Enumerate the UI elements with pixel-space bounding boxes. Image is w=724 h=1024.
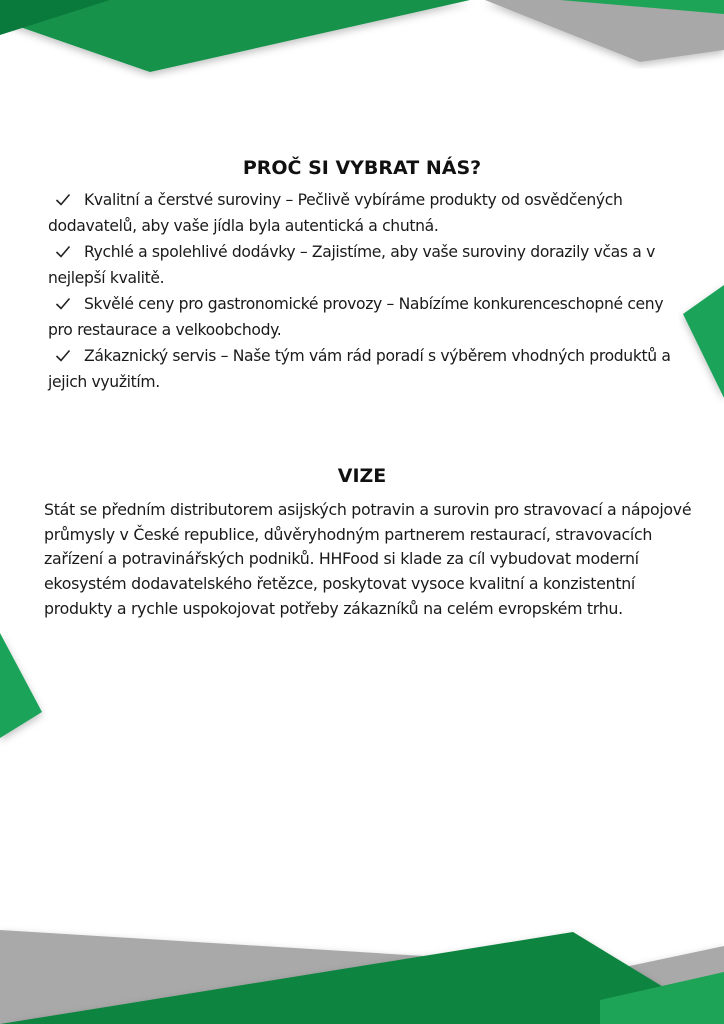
benefit-item xyxy=(48,344,688,395)
top-decoration xyxy=(0,0,724,72)
left-green-triangle xyxy=(0,633,42,738)
vision-title: VIZE xyxy=(337,465,387,487)
check-icon xyxy=(55,193,71,206)
right-green-triangle xyxy=(683,285,724,398)
benefit-text: Kvalitní a čerstvé suroviny – Pečlivě vybíráme produkty od osvědčených dodavatelů, aby vaše jídla byla autentická a chutná. xyxy=(48,191,623,235)
benefit-list xyxy=(48,188,688,396)
benefit-item xyxy=(48,188,688,239)
check-icon xyxy=(55,349,71,362)
benefit-text: Zákaznický servis – Naše tým vám rád poradí s výběrem vhodných produktů a jejich využitím. xyxy=(48,347,671,391)
benefit-text: Skvělé ceny pro gastronomické provozy – Nabízíme konkurenceschopné ceny pro restaurace a velkoobchody. xyxy=(48,295,664,339)
benefit-text: Rychlé a spolehlivé dodávky – Zajistíme, aby vaše suroviny dorazily včas a v nejlepší kvalitě. xyxy=(48,243,655,287)
check-icon xyxy=(55,297,71,310)
check-icon xyxy=(55,245,71,258)
vision-paragraph: Stát se předním distributorem asijských potravin a surovin pro stravovací a nápojové průmysly v České republice, důvěryhodným partnerem restaurací, stravovacích zařízení a potravinářských podniků. HHFood si klade za cíl vybudovat moderní ekosystém dodavatelského řetězce, poskytovat vysoce kvalitní a konzistentní produkty a rychle uspokojovat potřeby zákazníků na celém evropském trhu. xyxy=(44,500,692,618)
why-choose-us-title: PROČ SI VYBRAT NÁS? xyxy=(242,157,482,179)
benefit-item xyxy=(48,292,688,343)
bottom-decoration xyxy=(0,930,724,1024)
benefit-item xyxy=(48,240,688,291)
